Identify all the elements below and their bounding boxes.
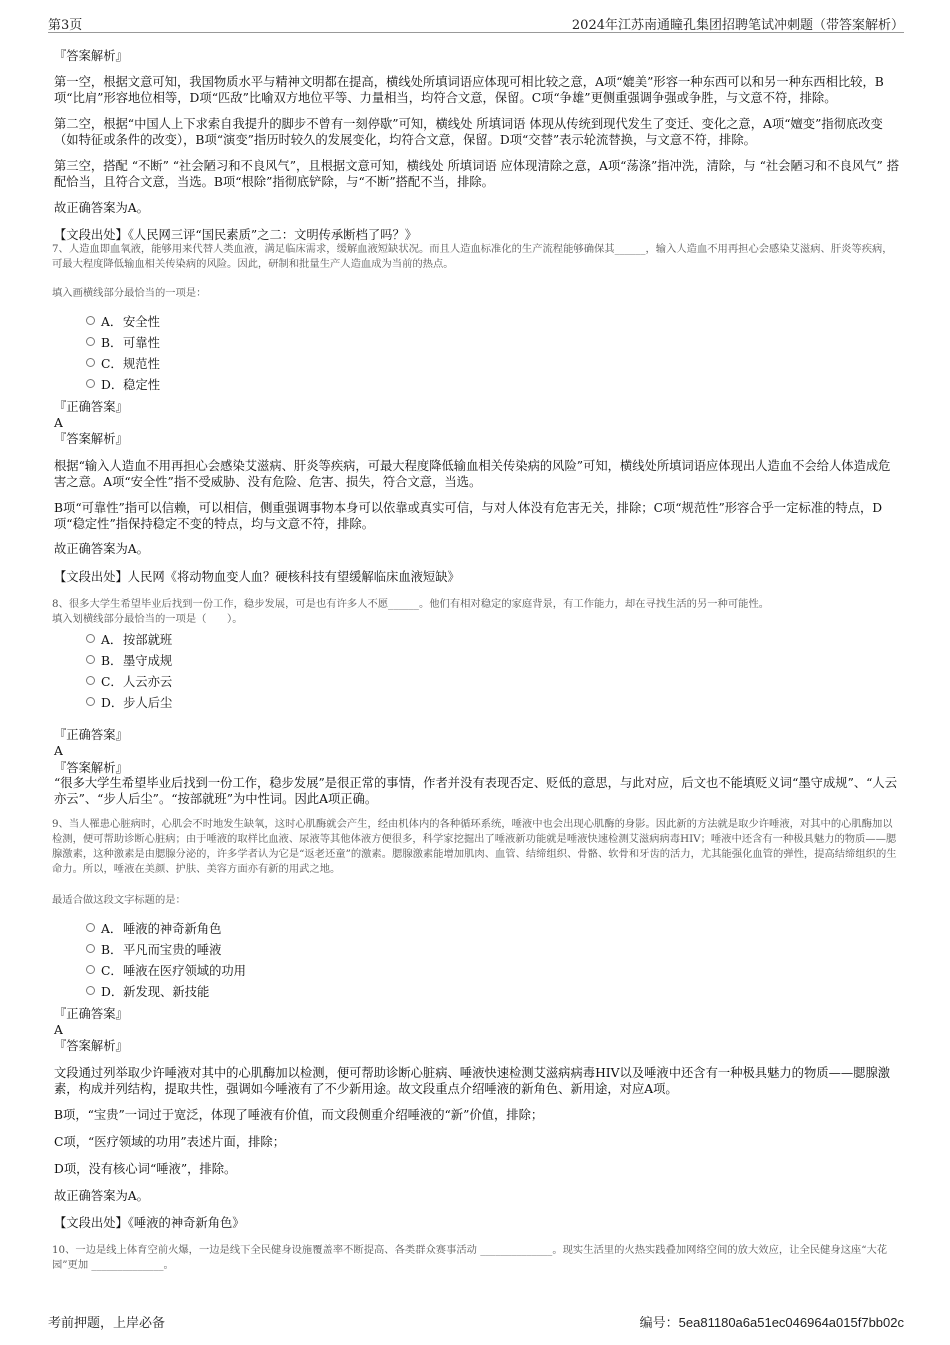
analysis-paragraph: D项，没有核心词“唾液”，排除。	[54, 1162, 237, 1176]
answer-option[interactable]: C．规范性	[86, 356, 160, 372]
analysis-paragraph: 文段通过列举取少许唾液对其中的心肌酶加以检测，便可帮助诊断心脏病、唾液快速检测艾滋病病毒HIV以及唾液中还含有一种极具魅力的物质——腮腺激素，构成并列结构，提取共性，强调如今唾液有了不少新用途。故文段重点介绍唾液的新角色、新用途，对应A项。	[54, 1066, 891, 1096]
source-citation: 【文段出处】《人民网三评“国民素质”之二：文明传承断档了吗？》	[54, 228, 418, 242]
analysis-paragraph: C项，“医疗领域的功用”表述片面，排除；	[54, 1135, 286, 1149]
page-header	[48, 12, 904, 33]
radio-icon[interactable]	[86, 316, 95, 325]
analysis-paragraph: B项，“宝贵”一词过于宽泛，体现了唾液有价值，而文段侧重介绍唾液的“新”价值，排除；	[54, 1108, 544, 1122]
correct-answer-label: 『正确答案』	[54, 400, 128, 414]
analysis-paragraph: 第二空，根据“中国人上下求索自我提升的脚步不曾有一刻停歇”可知，横线处 所填词语 体现从传统到现代发生了变迁、变化之意，A项“嬗变”指彻底改变（如特征或条件的改变），B项“演变”指历时较久的发展变化，均符合文意，保留。D项“交替”表示轮流替换，与文意不符，排除。	[54, 117, 883, 147]
answer-option[interactable]: A．按部就班	[86, 632, 172, 648]
correct-answer-label: 『正确答案』	[54, 728, 128, 742]
radio-icon[interactable]	[86, 358, 95, 367]
radio-icon[interactable]	[86, 634, 95, 643]
answer-option[interactable]: A．安全性	[86, 314, 160, 330]
radio-icon[interactable]	[86, 923, 95, 932]
radio-icon[interactable]	[86, 697, 95, 706]
source-citation: 【文段出处】《唾液的神奇新角色》	[54, 1216, 245, 1230]
correct-answer-value: A	[54, 744, 63, 758]
answer-option[interactable]: D．新发现、新技能	[86, 984, 209, 1000]
answer-conclusion: 故正确答案为A。	[54, 542, 149, 556]
answer-conclusion: 故正确答案为A。	[54, 1189, 149, 1203]
analysis-paragraph: 第三空，搭配 “不断” “社会陋习和不良风气”，且根据文意可知，横线处 所填词语 应体现清除之意，A项“荡涤”指冲洗，清除，与 “社会陋习和不良风气” 搭配恰当，且符合文意，当选。B项“根除”指彻底铲除，与“不断”搭配不当，排除。	[54, 159, 900, 189]
answer-option[interactable]: D．稳定性	[86, 377, 160, 393]
analysis-paragraph: B项“可靠性”指可以信赖，可以相信，侧重强调事物本身可以依靠或真实可信，与对人体没有危害无关，排除；C项“规范性”形容合乎一定标准的特点，D项“稳定性”指保持稳定不变的特点，均与文意不符，排除。	[54, 501, 883, 531]
answer-option[interactable]: A．唾液的神奇新角色	[86, 921, 221, 937]
correct-answer-value: A	[54, 416, 63, 430]
correct-answer-value: A	[54, 1023, 63, 1037]
question-stem: 8、很多大学生希望毕业后找到一份工作，稳步发展，可是也有许多人不愿______。他们有相对稳定的家庭背景，有工作能力，却在寻找生活的另一种可能性。	[52, 598, 770, 610]
radio-icon[interactable]	[86, 676, 95, 685]
answer-option[interactable]: C．唾液在医疗领域的功用	[86, 963, 246, 979]
answer-option[interactable]: D．步人后尘	[86, 695, 172, 711]
radio-icon[interactable]	[86, 655, 95, 664]
source-citation: 【文段出处】人民网《将动物血变人血？硬核科技有望缓解临床血液短缺》	[54, 570, 460, 584]
analysis-paragraph: “很多大学生希望毕业后找到一份工作，稳步发展”是很正常的事情，作者并没有表现否定、贬低的意思，与此对应，后文也不能填贬义词“墨守成规”、“人云亦云”、“步人后尘”。“按部就班”为中性词。因此A项正确。	[54, 776, 898, 806]
radio-icon[interactable]	[86, 986, 95, 995]
answer-option[interactable]: B．平凡而宝贵的唾液	[86, 942, 221, 958]
correct-answer-label: 『正确答案』	[54, 1007, 128, 1021]
footer-slogan: 考前押题，上岸必备	[48, 1316, 166, 1331]
document-id: 编号：5ea81180a6a51ec046964a015f7bb02c	[639, 1315, 904, 1330]
analysis-label: 『答案解析』	[54, 1039, 128, 1053]
page-number: 第3页	[48, 18, 83, 33]
question-stem: 7、人造血即血氧液，能够用来代替人类血液，满足临床需求，缓解血液短缺状况。而且人造血标准化的生产流程能够确保其______，输入人造血不用再担心会感染艾滋病、肝炎等疾病，可最大程度降低输血相关传染病的风险。因此，研制和批量生产人造血成为当前的热点。	[52, 243, 893, 270]
question-stem: 10、一边是线上体育空前火爆，一边是线下全民健身设施覆盖率不断提高、各类群众赛事活动 ______________。现实生活里的火热实践叠加网络空间的放大效应，让全民健身这座“大花园”更加 ______________。	[52, 1244, 888, 1271]
radio-icon[interactable]	[86, 965, 95, 974]
answer-conclusion: 故正确答案为A。	[54, 201, 149, 215]
question-instruction: 填入画横线部分最恰当的一项是：	[52, 287, 207, 299]
radio-icon[interactable]	[86, 379, 95, 388]
question-instruction: 填入划横线部分最恰当的一项是（ ）。	[52, 613, 243, 625]
answer-option[interactable]: B．可靠性	[86, 335, 160, 351]
answer-option[interactable]: B．墨守成规	[86, 653, 172, 669]
analysis-label: 『答案解析』	[54, 432, 128, 446]
radio-icon[interactable]	[86, 944, 95, 953]
answer-option[interactable]: C．人云亦云	[86, 674, 172, 690]
question-stem: 9、当人罹患心脏病时，心肌会不时地发生缺氧，这时心肌酶就会产生，经由机体内的各种循环系统，唾液中也会出现心肌酶的身影。因此新的方法就是取少许唾液，对其中的心肌酶加以检测，便可帮助诊断心脏病；由于唾液的取样比血液、尿液等其他体液方便很多，科学家挖掘出了唾液新功能就是唾液快速检测艾滋病病毒HIV；唾液中还含有一种极具魅力的物质——腮腺激素，这种激素是由腮腺分泌的，许多学者认为它是“返老还童”的激素。腮腺激素能增加肌肉、血管、结缔组织、骨骼、软骨和牙齿的活力，尤其能强化血管的弹性，提高结缔组织的生命力。所以，唾液在美颜、护肤、美容方面亦有新的用武之地。	[52, 818, 897, 875]
analysis-paragraph: 根据“输入人造血不用再担心会感染艾滋病、肝炎等疾病，可最大程度降低输血相关传染病的风险”可知，横线处所填词语应体现出人造血不会给人体造成危害之意。A项“安全性”指不受威胁、没有危险、危害、损失，符合文意，当选。	[54, 459, 891, 489]
document-title: 2024年江苏南通瞳孔集团招聘笔试冲刺题（带答案解析）	[571, 18, 904, 33]
analysis-label: 『答案解析』	[54, 49, 128, 63]
radio-icon[interactable]	[86, 337, 95, 346]
question-instruction: 最适合做这段文字标题的是：	[52, 894, 186, 906]
analysis-label: 『答案解析』	[54, 761, 128, 775]
analysis-paragraph: 第一空，根据文意可知，我国物质水平与精神文明都在提高，横线处所填词语应体现可相比较之意，A项“媲美”形容一种东西可以和另一种东西相比较，B项“比肩”形容地位相等，D项“匹敌”比喻双方地位平等、力量相当，均符合文意，保留。C项“争雄”更侧重强调争强或争胜，与文意不符，排除。	[54, 75, 884, 105]
